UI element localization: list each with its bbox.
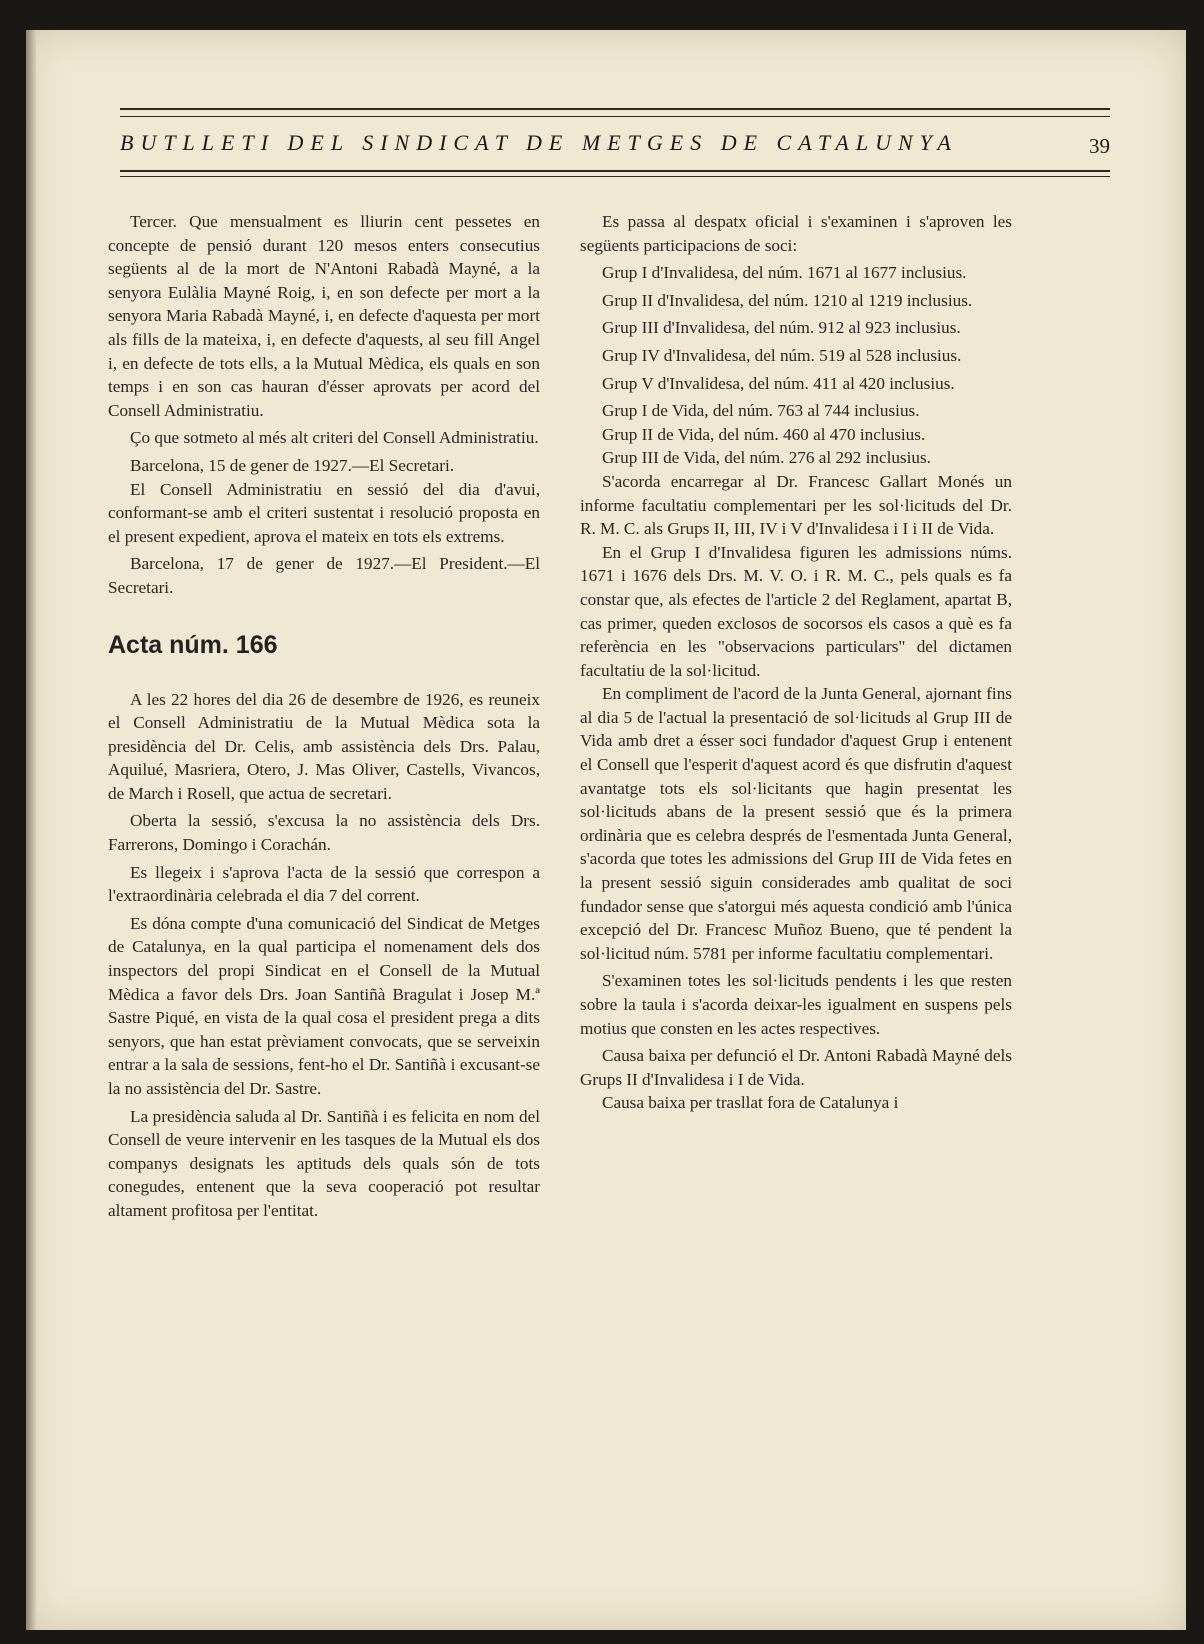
paragraph: Grup I d'Invalidesa, del núm. 1671 al 1677 inclusius. <box>602 263 967 283</box>
section-heading: Acta núm. 166 <box>108 630 278 659</box>
paragraph: El Consell Administratiu en sessió del dia d'avui, conformant-se amb el criteri sustentat i resolució proposta en el present expedient, aprova el mateix en tots els extrems. <box>108 479 540 546</box>
paragraph: Grup IV d'Invalidesa, del núm. 519 al 528 inclusius. <box>602 345 962 365</box>
paragraph: Causa baixa per trasllat fora de Catalunya i <box>602 1093 899 1113</box>
paragraph: A les 22 hores del dia 26 de desembre de 1926, es reuneix el Consell Administratiu de la Mutual Mèdica sota la presidència del Dr. Celis, amb assistència dels Drs. Palau, Aquilué, Masriera, Otero, J. Mas Oliver, Castells, Vivancos, de March i Rosell, que actua de secretari. <box>108 689 540 803</box>
paragraph: En compliment de l'acord de la Junta General, ajornant fins al dia 5 de l'actual la presentació de sol·licituds al Grup III de Vida amb dret a ésser soci fundador d'aquest Grup i entenent el Consell que l'esperit d'aquest acord és que disfrutin d'aquest avantatge tots els sol·licitants que hagin presentat les sol·licituds abans de la present sessió que és la primera ordinària que es celebra després de l'esmentada Junta General, s'acorda que totes les admissions del Grup III de Vida fetes en la present sessió siguin considerades amb qualitat de soci fundador sense que s'atorgui més aquesta condició amb l'única excepció del Dr. Francesc Muñoz Bueno, que té pendent la sol·licitud núm. 5781 per informe facultatiu complementari. <box>580 684 1012 963</box>
paragraph: Es dóna compte d'una comunicació del Sindicat de Metges de Catalunya, en la qual participa el nomenament dels dos inspectors del propi Sindicat en el Consell de la Mutual Mèdica a favor dels Drs. Joan Santiñà Bragulat i Josep M.ª Sastre Piqué, en vista de la qual cosa el president prega a dits senyors, que han estat prèviament convocats, que se serveixin entrar a la sala de sessions, fent-ho el Dr. Santiñà i excusant-se la no assistència del Dr. Sastre. <box>108 913 540 1098</box>
paragraph: Tercer. Que mensualment es lliurin cent pessetes en concepte de pensió durant 120 mesos enters consecutius següents al de la mort de N'Antoni Rabadà Mayné, a la senyora Eulàlia Mayné Roig, i, en son defecte per mort a la senyora Maria Rabadà Mayné, i, en defecte d'aquesta per mort als fills de la mateixa, i, en defecte d'aquests, al seu fill Angel i, en defecte de tots ells, a la Mutual Mèdica, els quals en son temps i en son cas hauran d'ésser aprovats per acord del Consell Administratiu. <box>108 212 540 420</box>
paragraph: Grup II d'Invalidesa, del núm. 1210 al 1219 inclusius. <box>602 290 973 310</box>
header-rule-bottom <box>120 170 1110 172</box>
header-rule-top-thin <box>120 116 1110 117</box>
page-gutter <box>26 30 36 1630</box>
header-rule-bottom-thin <box>120 176 1110 177</box>
paragraph: Causa baixa per defunció el Dr. Antoni Rabadà Mayné dels Grups II d'Invalidesa i I de Vida. <box>580 1046 1012 1089</box>
paragraph: Es passa al despatx oficial i s'examinen i s'aproven les següents participacions de soci: <box>580 212 1012 255</box>
paragraph: S'acorda encarregar al Dr. Francesc Gallart Monés un informe facultatiu complementari per les sol·licituds del Dr. R. M. C. als Grups II, III, IV i V d'Invalidesa i I i II de Vida. <box>580 471 1012 539</box>
header-rule-top <box>120 108 1110 110</box>
paragraph: Es llegeix i s'aprova l'acta de la sessió que correspon a l'extraordinària celebrada el dia 7 del corrent. <box>108 862 540 906</box>
left-column <box>108 210 540 1223</box>
paragraph: Barcelona, 15 de gener de 1927.—El Secretari. <box>130 455 455 475</box>
paragraph: S'examinen totes les sol·licituds pendents i les que resten sobre la taula i s'acorda deixar-les igualment en suspens pels motius que consten en les actes respectives. <box>580 971 1012 1038</box>
paragraph: Grup V d'Invalidesa, del núm. 411 al 420 inclusius. <box>602 373 955 393</box>
paragraph: Oberta la sessió, s'excusa la no assistència dels Drs. Farrerons, Domingo i Corachán. <box>108 811 540 855</box>
paragraph: En el Grup I d'Invalidesa figuren les admissions núms. 1671 i 1676 dels Drs. M. V. O. i R. M. C., pels quals es fa constar que, als efectes de l'article 2 del Reglament, apartat B, cas primer, queden exclosos de socorsos els casos a què es fa referència en les "observacions particulars" del dictamen facultatiu de la sol·licitud. <box>580 542 1012 680</box>
paragraph: La presidència saluda al Dr. Santiñà i es felicita en nom del Consell de veure intervenir en les tasques de la Mutual els dos companys designats les aptituds dels quals són de tots conegudes, entenent que la seva cooperació pot resultar altament profitosa per l'entitat. <box>108 1106 540 1220</box>
journal-title: BUTLLETI DEL SINDICAT DE METGES DE CATALUNYA <box>120 130 958 155</box>
scanned-page <box>26 30 1186 1630</box>
right-column <box>580 210 1012 1115</box>
paragraph: Grup I de Vida, del núm. 763 al 744 inclusius. <box>602 401 920 421</box>
page-header <box>120 108 1110 180</box>
paragraph: Grup III d'Invalidesa, del núm. 912 al 923 inclusius. <box>602 318 961 338</box>
paragraph: Ço que sotmeto al més alt criteri del Consell Administratiu. <box>130 428 539 448</box>
paragraph: Barcelona, 17 de gener de 1927.—El President.—El Secretari. <box>108 554 540 597</box>
paragraph: Grup III de Vida, del núm. 276 al 292 inclusius. <box>602 448 931 468</box>
paragraph: Grup II de Vida, del núm. 460 al 470 inclusius. <box>602 424 926 444</box>
page-number: 39 <box>1089 134 1110 158</box>
